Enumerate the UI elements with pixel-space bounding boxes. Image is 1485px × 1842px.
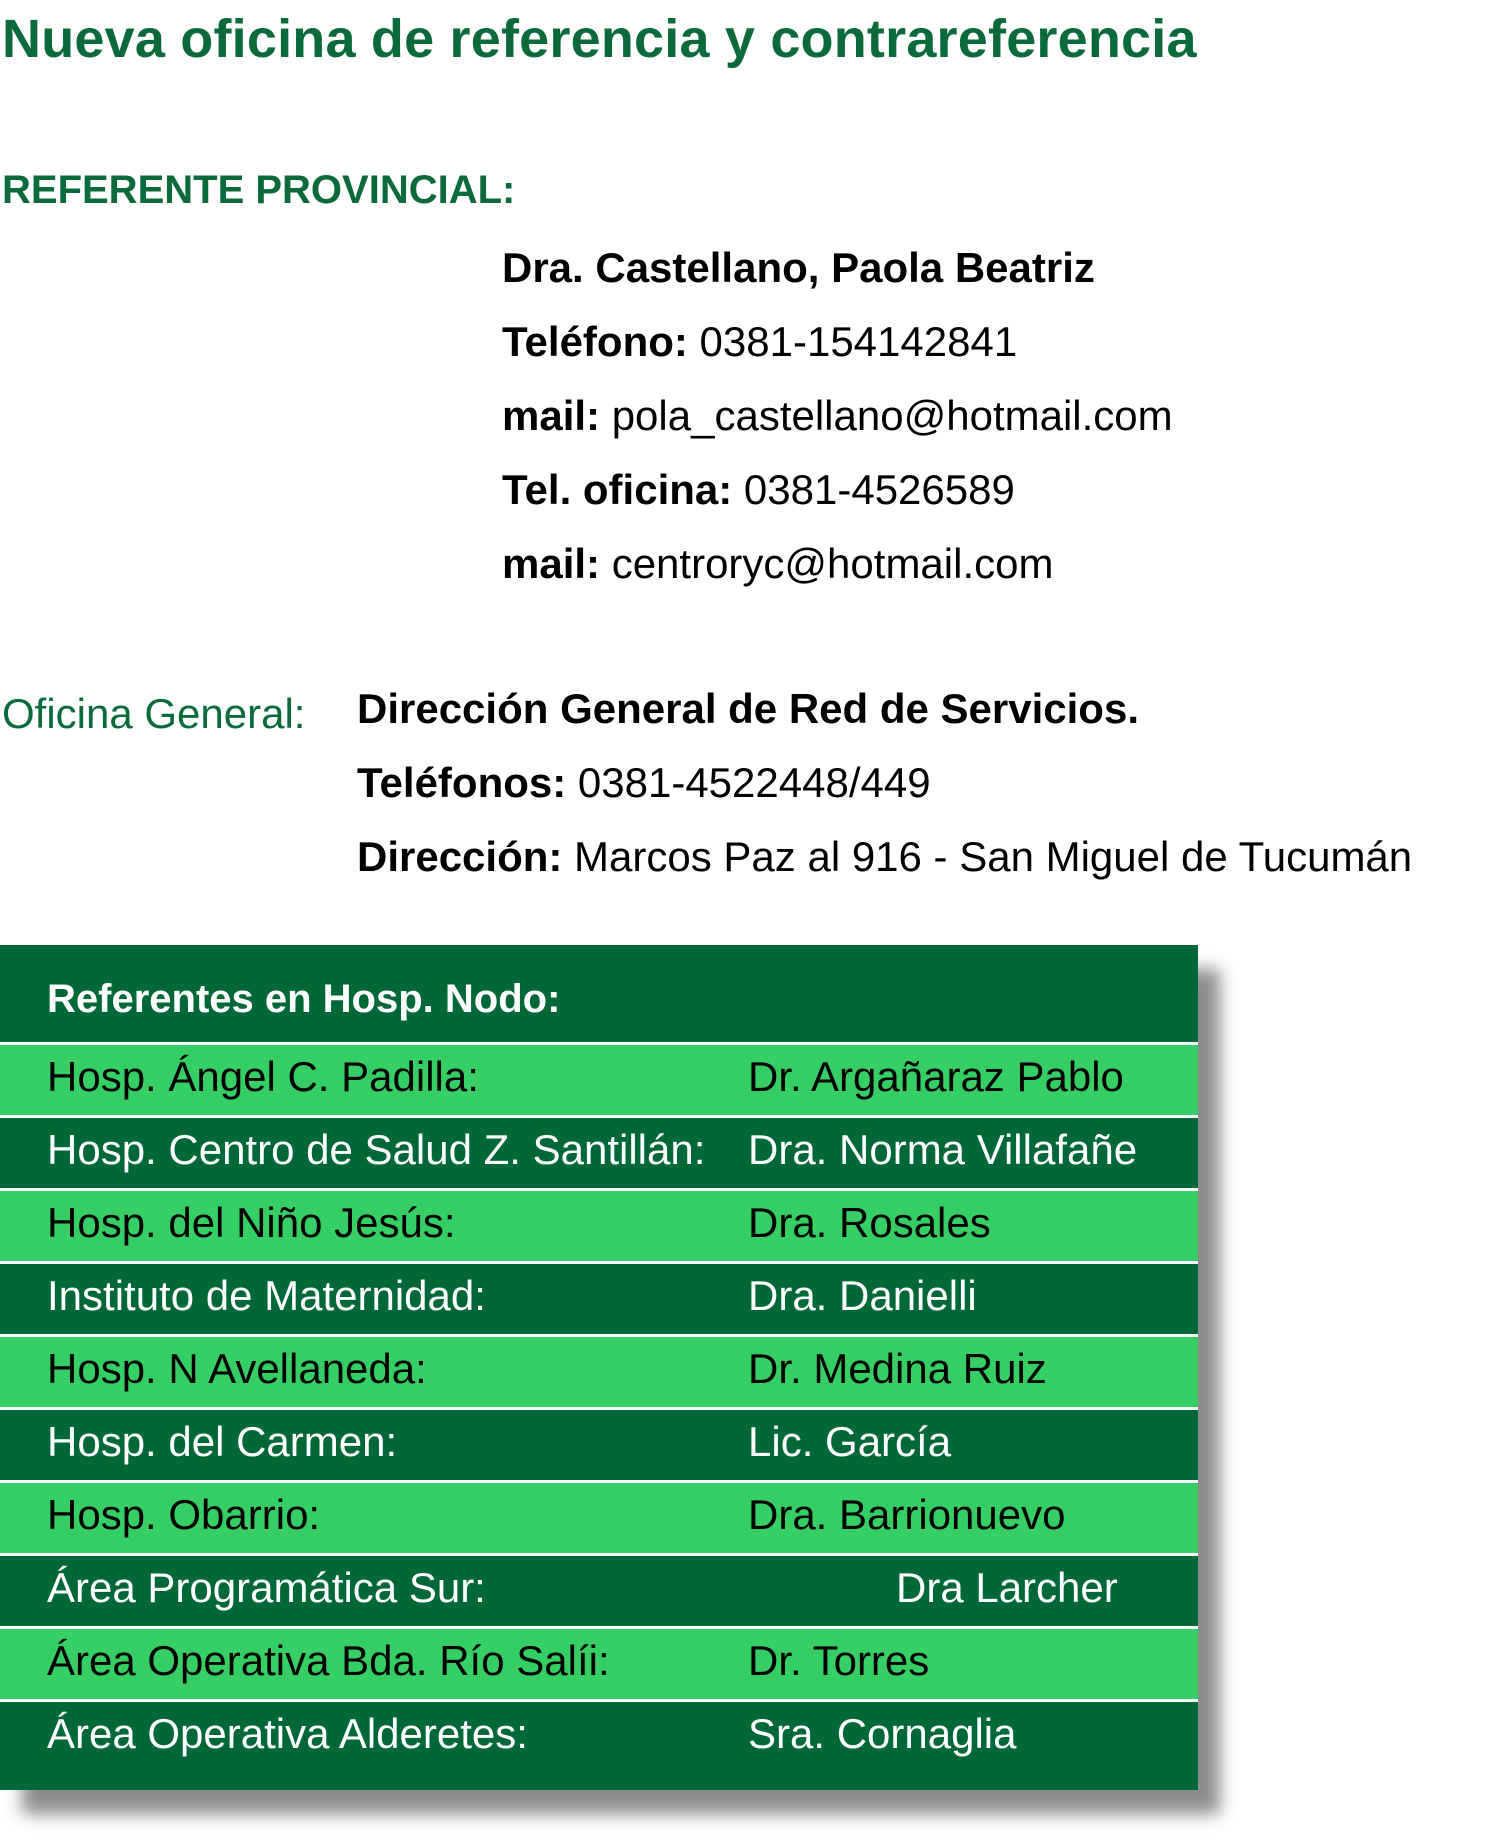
general-name: Dirección General de Red de Servicios. (357, 685, 1139, 732)
general-address-line (357, 820, 1412, 894)
row-referente: Dr. Medina Ruiz (748, 1345, 1047, 1392)
row-referente: Dra. Barrionuevo (748, 1491, 1066, 1538)
row-hospital: Hosp. del Carmen: (47, 1418, 398, 1465)
nodes-header-label: Referentes en Hosp. Nodo: (47, 977, 561, 1021)
table-row (0, 1702, 1198, 1790)
table-row (0, 1045, 1198, 1115)
general-info (357, 672, 1412, 894)
provincial-phone-line (502, 305, 1173, 379)
row-hospital: Instituto de Maternidad: (47, 1272, 486, 1319)
office-phone-line (502, 453, 1173, 527)
page-title: Nueva oficina de referencia y contrareferencia (2, 9, 1197, 69)
row-referente: Lic. García (748, 1418, 952, 1465)
row-referente: Dr. Torres (748, 1637, 930, 1684)
table-row (0, 1191, 1198, 1261)
table-row (0, 1410, 1198, 1480)
general-phones-line (357, 746, 1412, 820)
row-hospital: Área Programática Sur: (47, 1564, 486, 1611)
table-row (0, 1337, 1198, 1407)
row-referente: Dra Larcher (896, 1564, 1118, 1611)
row-hospital: Hosp. Ángel C. Padilla: (47, 1053, 479, 1100)
provincial-mail-label: mail: (502, 392, 601, 439)
row-hospital: Hosp. del Niño Jesús: (47, 1199, 456, 1246)
table-row (0, 1118, 1198, 1188)
provincial-phone-label: Teléfono: (502, 318, 688, 365)
table-row (0, 1483, 1198, 1553)
table-row (0, 1264, 1198, 1334)
provincial-info (502, 231, 1173, 601)
provincial-name: Dra. Castellano, Paola Beatriz (502, 244, 1095, 291)
office-mail: centroryc@hotmail.com (600, 540, 1054, 587)
general-label: Oficina General: (2, 690, 306, 737)
office-mail-line (502, 527, 1173, 601)
office-mail-label: mail: (502, 540, 601, 587)
row-hospital: Área Operativa Bda. Río Salíi: (47, 1637, 610, 1684)
general-phones-label: Teléfonos: (357, 759, 567, 806)
row-referente: Dra. Rosales (748, 1199, 991, 1246)
provincial-mail: pola_castellano@hotmail.com (600, 392, 1173, 439)
row-referente: Dra. Danielli (748, 1272, 977, 1319)
office-phone-label: Tel. oficina: (502, 466, 733, 513)
provincial-label: REFERENTE PROVINCIAL: (2, 168, 516, 212)
row-hospital: Hosp. Centro de Salud Z. Santillán: (47, 1126, 706, 1173)
table-row (0, 1556, 1198, 1626)
provincial-mail-line (502, 379, 1173, 453)
row-referente: Dra. Norma Villafañe (748, 1126, 1138, 1173)
general-phones: 0381-4522448/449 (566, 759, 931, 806)
row-hospital: Hosp. N Avellaneda: (47, 1345, 427, 1392)
nodes-table (0, 945, 1198, 1790)
row-hospital: Hosp. Obarrio: (47, 1491, 321, 1538)
row-hospital: Área Operativa Alderetes: (47, 1710, 528, 1757)
nodes-table-header (0, 945, 1198, 1042)
row-referente: Dr. Argañaraz Pablo (748, 1053, 1124, 1100)
general-address-label: Dirección: (357, 833, 563, 880)
provincial-phone: 0381-154142841 (687, 318, 1018, 365)
office-phone: 0381-4526589 (732, 466, 1015, 513)
table-row (0, 1629, 1198, 1699)
row-referente: Sra. Cornaglia (748, 1710, 1017, 1757)
general-address: Marcos Paz al 916 - San Miguel de Tucumán (562, 833, 1413, 880)
